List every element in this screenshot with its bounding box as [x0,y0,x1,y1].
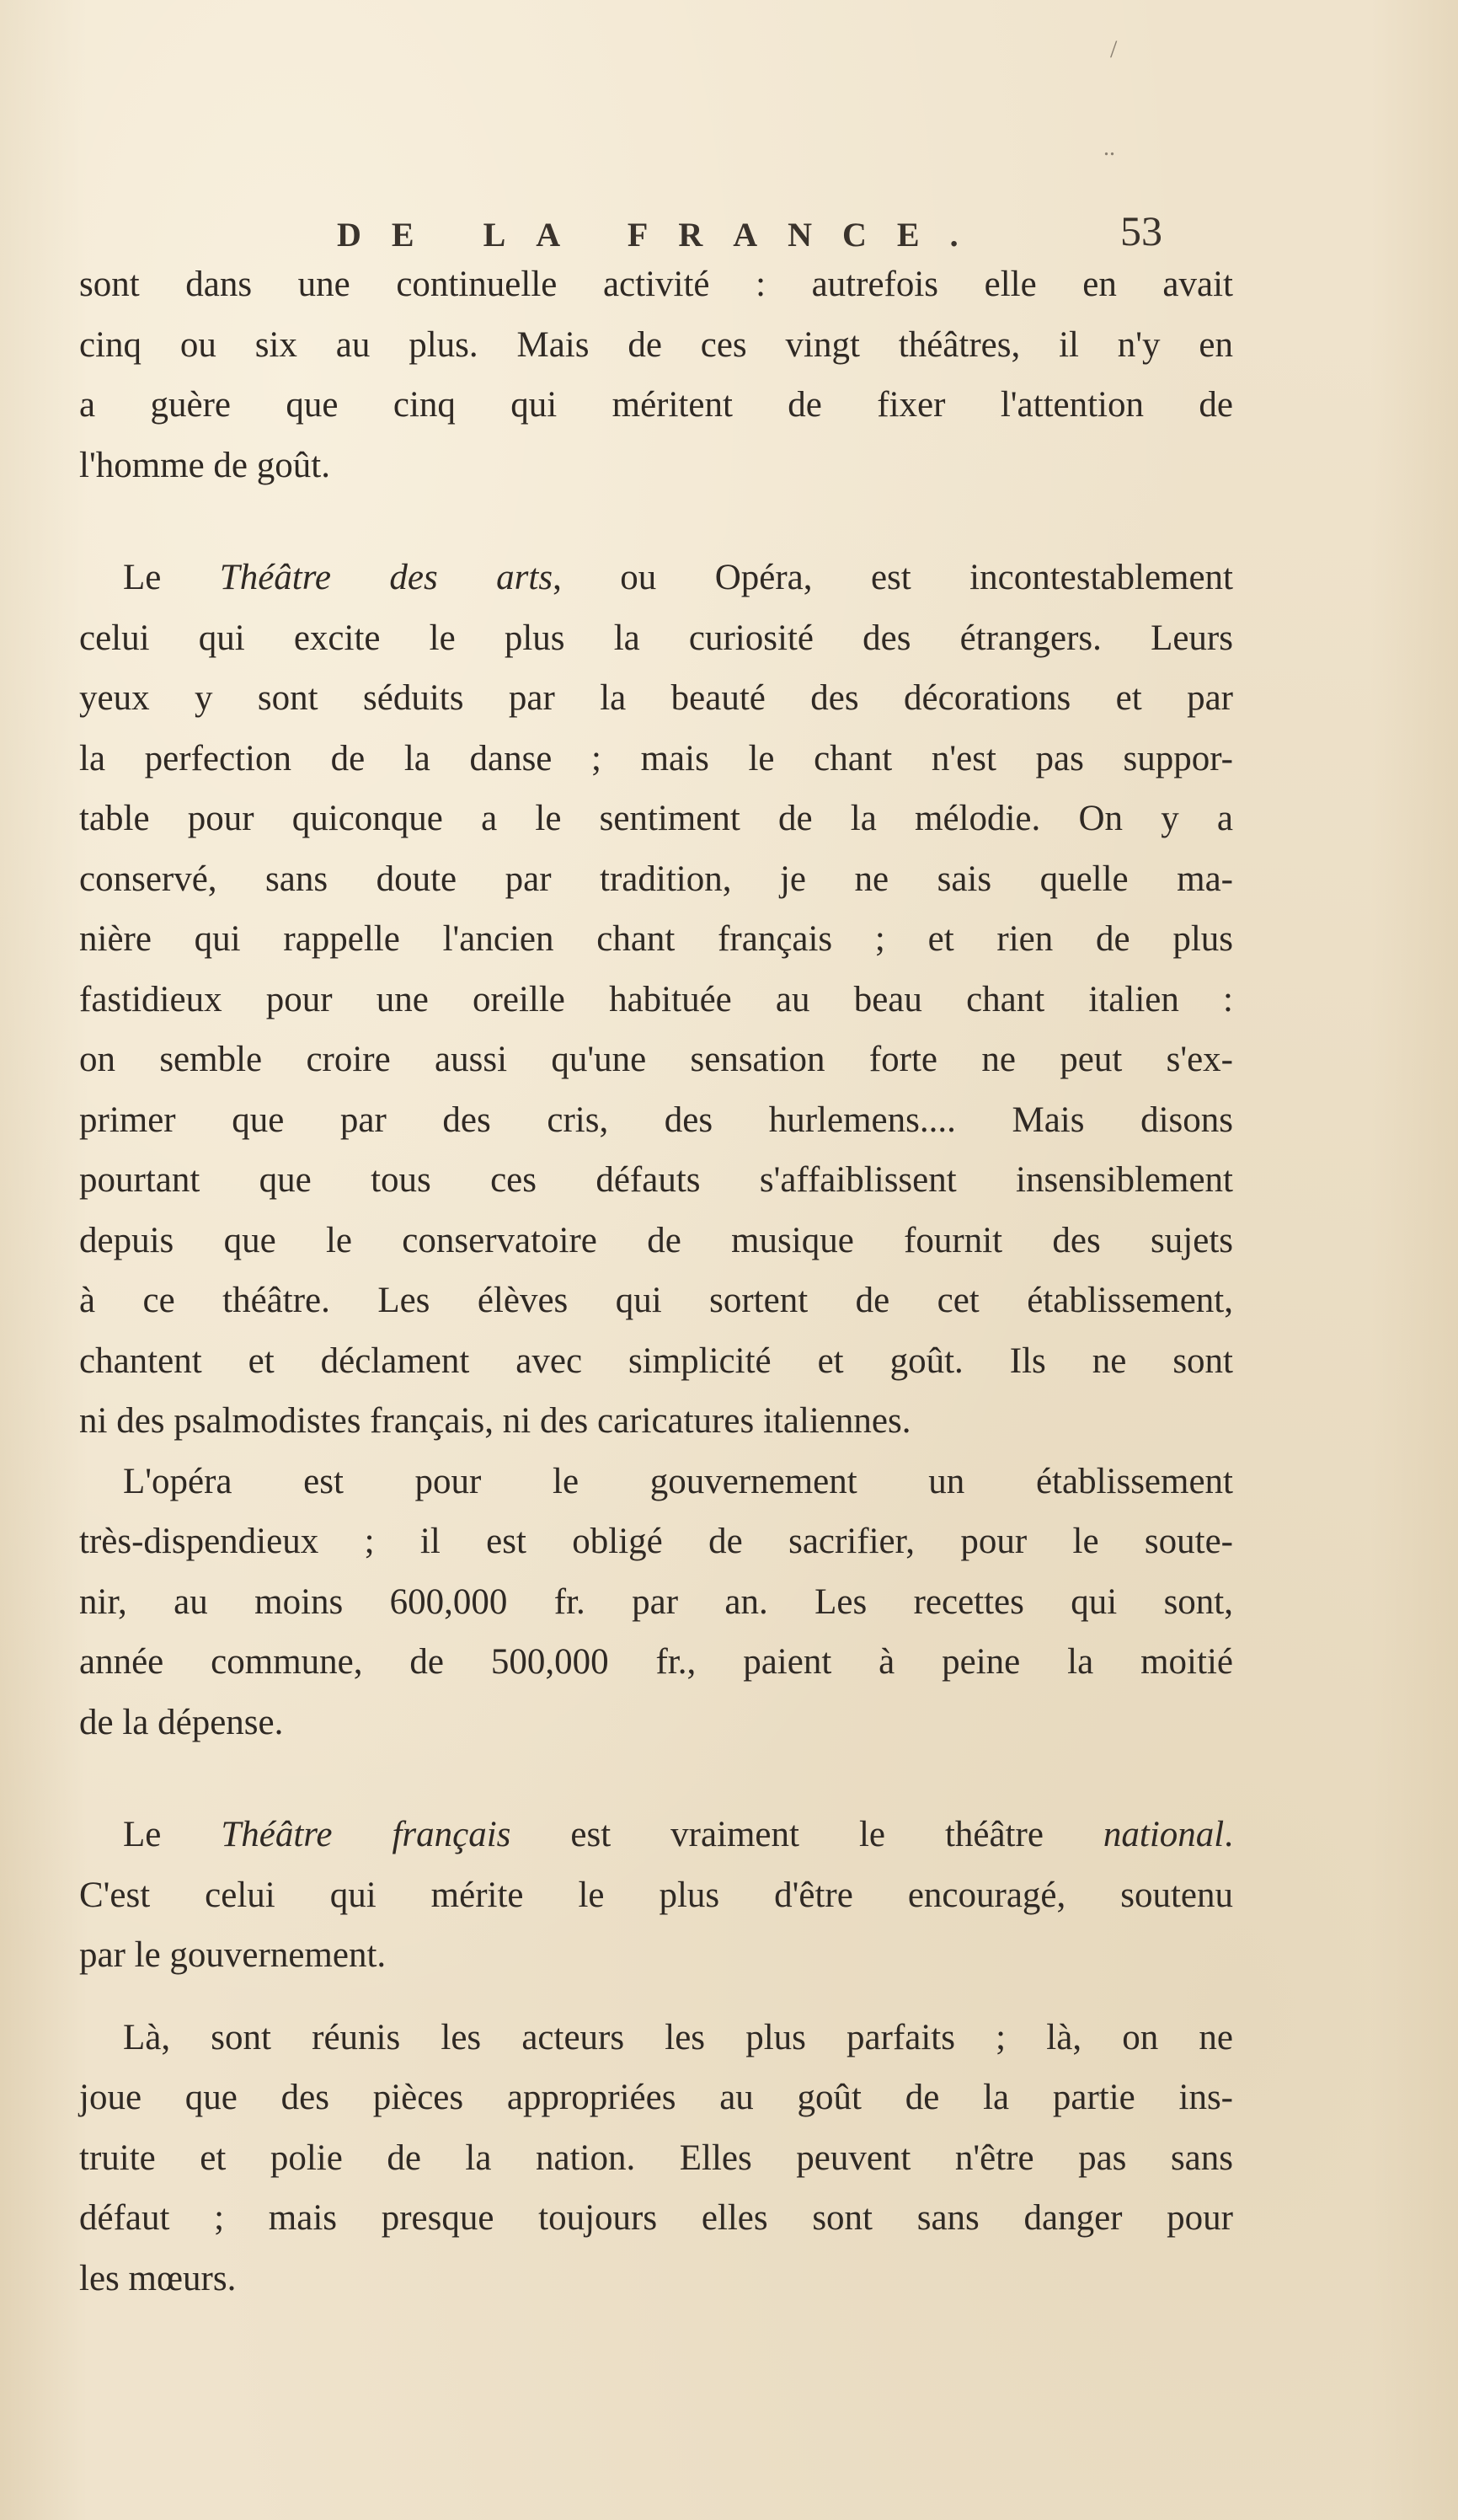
text-line: joue que des pièces appropriées au goût de la partie ins- [79,2078,1233,2117]
text-line: cinq ou six au plus. Mais de ces vingt théâtres, il n'y en [79,324,1233,365]
text-line: année commune, de 500,000 fr., paient à peine la moitié [79,1642,1233,1682]
text-line: de la dépense. [79,1702,284,1742]
paragraph [79,1452,1233,1753]
text-line: fastidieux pour une oreille habituée au beau chant italien : [79,979,1233,1019]
text-line: yeux y sont séduits par la beauté des décorations et par [79,678,1233,718]
text-line: à ce théâtre. Les élèves qui sortent de cet établissement, [79,1281,1233,1320]
text-line: on semble croire aussi qu'une sensation forte ne peut s'ex- [79,1040,1233,1079]
paragraph [79,1805,1233,1986]
text-line: la perfection de la danse ; mais le chant n'est pas suppor- [79,738,1233,778]
text-line: Là, sont réunis les acteurs les plus parfaits ; là, on ne [123,2017,1233,2057]
text-line: très-dispendieux ; il est obligé de sacrifier, pour le soute- [79,1522,1233,1561]
italic-title: Théâtre des arts [219,558,553,597]
running-title: DE LA FRANCE. [337,216,989,254]
italic-word: national [1103,1815,1225,1854]
text-line: par le gouvernement. [79,1935,387,1975]
text-line: conservé, sans doute par tradition, je ne sais quelle ma- [79,859,1233,899]
text-line: ni des psalmodistes français, ni des caricatures italiennes. [79,1401,911,1441]
text-line: a guère que cinq qui méritent de fixer l'attention de [79,385,1233,425]
text-line: sont dans une continuelle activité : autrefois elle en avait [79,265,1233,304]
margin-mark: / [1110,35,1118,63]
text-line: Le Théâtre français est vraiment le théâtre national. [123,1815,1233,1854]
text-line: nière qui rappelle l'ancien chant français ; et rien de plus [79,919,1233,959]
text-line: primer que par des cris, des hurlemens.... Mais disons [79,1099,1233,1140]
body-text [79,254,1233,2309]
paragraph [79,548,1233,1452]
text-line: table pour quiconque a le sentiment de la mélodie. On y a [79,799,1233,838]
text-line: nir, au moins 600,000 fr. par an. Les recettes qui sont, [79,1581,1233,1622]
text-line: depuis que le conservatoire de musique fournit des sujets [79,1220,1233,1260]
italic-title: Théâtre français [221,1815,511,1854]
text-line: les mœurs. [79,2258,237,2298]
paragraph [79,254,1233,495]
page-number: 53 [1120,207,1162,254]
margin-mark: .. [1103,135,1115,161]
paragraph [79,2008,1233,2309]
text-line: Le Théâtre des arts, ou Opéra, est incontestablement [123,558,1234,597]
text-line: pourtant que tous ces défauts s'affaiblissent insensiblement [79,1160,1233,1200]
text-line: L'opéra est pour le gouvernement un établissement [123,1461,1233,1501]
text-line: C'est celui qui mérite le plus d'être encouragé, soutenu [79,1875,1233,1915]
text-line: celui qui excite le plus la curiosité des étrangers. Leurs [79,618,1233,658]
text-line: défaut ; mais presque toujours elles sont sans danger pour [79,2198,1233,2238]
text-line: chantent et déclament avec simplicité et goût. Ils ne sont [79,1340,1233,1381]
text-line: l'homme de goût. [79,445,330,485]
text-line: truite et polie de la nation. Elles peuvent n'être pas sans [79,2137,1233,2178]
